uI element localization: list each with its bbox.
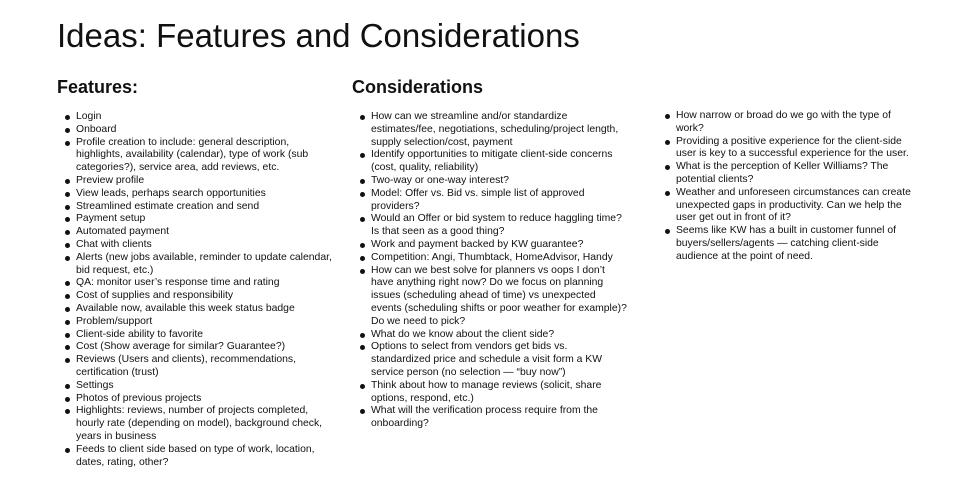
- list-item: What will the verification process require from the onboarding?: [352, 405, 627, 431]
- list-item: How can we best solve for planners vs oops I don’t have anything right now? Do we focus on planning issues (scheduling ahead of time) vs unexpected events (scheduling shifts or poor weather for example)? Do we need to pick?: [352, 265, 627, 329]
- list-item: Login: [57, 111, 332, 124]
- list-item: Payment setup: [57, 213, 332, 226]
- features-column: [57, 75, 332, 469]
- list-item: Feeds to client side based on type of work, location, dates, rating, other?: [57, 444, 332, 470]
- considerations-column: [352, 75, 627, 431]
- list-item: Photos of previous projects: [57, 393, 332, 406]
- list-item: Seems like KW has a built in customer funnel of buyers/sellers/agents — catching client-side audience at the point of need.: [657, 225, 919, 263]
- list-item: Would an Offer or bid system to reduce haggling time? Is that seen as a good thing?: [352, 213, 627, 239]
- considerations-list: [352, 111, 627, 431]
- list-item: Think about how to manage reviews (solicit, share options, respond, etc.): [352, 380, 627, 406]
- considerations-list-continued: [657, 110, 919, 264]
- list-item: Highlights: reviews, number of projects completed, hourly rate (depending on model), background check, years in business: [57, 405, 332, 443]
- list-item: Model: Offer vs. Bid vs. simple list of approved providers?: [352, 188, 627, 214]
- list-item: What do we know about the client side?: [352, 329, 627, 342]
- list-item: Cost (Show average for similar? Guarantee?): [57, 341, 332, 354]
- list-item: Profile creation to include: general description, highlights, availability (calendar), type of work (sub categories?), service area, add reviews, etc.: [57, 137, 332, 175]
- list-item: Identify opportunities to mitigate client-side concerns (cost, quality, reliability): [352, 149, 627, 175]
- list-item: Cost of supplies and responsibility: [57, 290, 332, 303]
- list-item: Automated payment: [57, 226, 332, 239]
- list-item: How narrow or broad do we go with the type of work?: [657, 110, 919, 136]
- list-item: Client-side ability to favorite: [57, 329, 332, 342]
- considerations-column-continued: [657, 110, 919, 264]
- list-item: Onboard: [57, 124, 332, 137]
- list-item: How can we streamline and/or standardize estimates/fee, negotiations, scheduling/project length, supply selection/cost, payment: [352, 111, 627, 149]
- list-item: View leads, perhaps search opportunities: [57, 188, 332, 201]
- list-item: Preview profile: [57, 175, 332, 188]
- considerations-heading: Considerations: [352, 77, 484, 97]
- list-item: Alerts (new jobs available, reminder to update calendar, bid request, etc.): [57, 252, 332, 278]
- list-item: Work and payment backed by KW guarantee?: [352, 239, 627, 252]
- list-item: Streamlined estimate creation and send: [57, 201, 332, 214]
- features-list: [57, 111, 332, 469]
- list-item: Chat with clients: [57, 239, 332, 252]
- list-item: Providing a positive experience for the client-side user is key to a successful experience for the user.: [657, 136, 919, 162]
- list-item: Competition: Angi, Thumbtack, HomeAdvisor, Handy: [352, 252, 627, 265]
- list-item: Settings: [57, 380, 332, 393]
- page-title: Ideas: Features and Considerations: [57, 17, 580, 54]
- list-item: Reviews (Users and clients), recommendations, certification (trust): [57, 354, 332, 380]
- list-item: QA: monitor user’s response time and rating: [57, 277, 332, 290]
- list-item: What is the perception of Keller Williams? The potential clients?: [657, 161, 919, 187]
- features-heading: Features:: [57, 77, 139, 97]
- list-item: Two-way or one-way interest?: [352, 175, 627, 188]
- list-item: Weather and unforeseen circumstances can create unexpected gaps in productivity. Can we help the user get out in front of it?: [657, 187, 919, 225]
- list-item: Problem/support: [57, 316, 332, 329]
- list-item: Options to select from vendors get bids vs. standardized price and schedule a visit form a KW service person (no selection — “buy now”): [352, 341, 627, 379]
- list-item: Available now, available this week status badge: [57, 303, 332, 316]
